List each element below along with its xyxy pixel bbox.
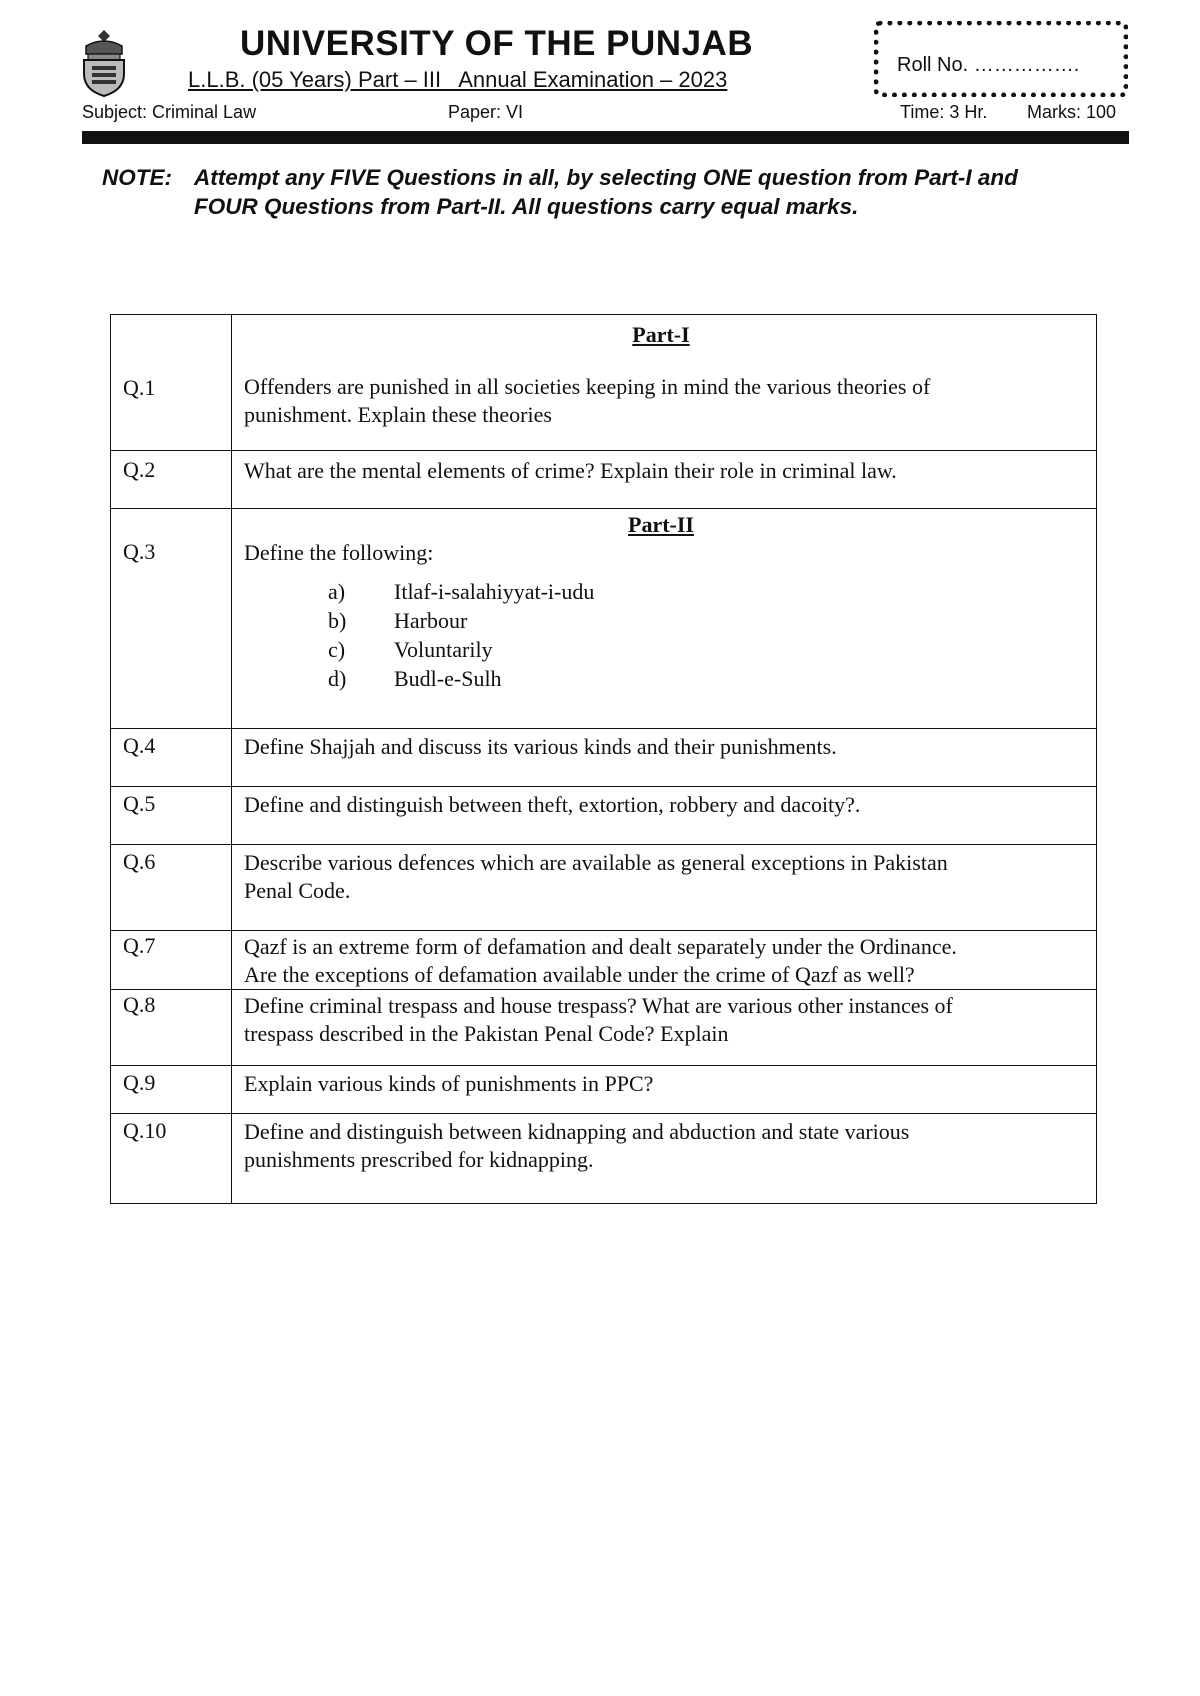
sub-item-text: Harbour [394, 608, 468, 633]
question-number: Q.10 [123, 1118, 167, 1143]
header-rule [82, 131, 1129, 144]
question-number-cell [111, 845, 232, 931]
paper-label: Paper: VI [448, 102, 524, 122]
question-number: Q.9 [123, 1070, 156, 1095]
question-number: Q.5 [123, 791, 156, 816]
roll-number-label: Roll No. ……………. [897, 54, 1080, 76]
question-text-line: punishments prescribed for kidnapping. [244, 1147, 594, 1172]
question-number-cell [111, 509, 232, 729]
question-text-cell [232, 1066, 1097, 1114]
sub-items-list [328, 577, 1078, 693]
university-name: UNIVERSITY OF THE PUNJAB [240, 24, 754, 63]
question-text-line: Define and distinguish between kidnapping and abduction and state various [244, 1119, 910, 1144]
question-text-cell [232, 729, 1097, 787]
sub-item-text: Itlaf-i-salahiyyat-i-udu [394, 579, 595, 604]
question-text-cell [232, 990, 1097, 1066]
question-text-cell [232, 315, 1097, 451]
sub-item-letter: b) [328, 608, 347, 633]
sub-item-letter: d) [328, 666, 347, 691]
table-row-q7 [111, 931, 1097, 990]
sub-item-letter: a) [328, 579, 346, 604]
sub-item-text: Voluntarily [394, 637, 493, 662]
note-line-1: Attempt any FIVE Questions in all, by selecting ONE question from Part-I and [194, 165, 1018, 190]
question-number: Q.1 [123, 375, 156, 400]
question-text-cell [232, 931, 1097, 990]
question-text-line: Define criminal trespass and house trespass? What are various other instances of [244, 993, 953, 1018]
question-number-cell [111, 315, 232, 451]
question-text-line: Describe various defences which are available as general exceptions in Pakistan [244, 850, 948, 875]
sub-item-text: Budl-e-Sulh [394, 666, 502, 691]
question-number: Q.4 [123, 733, 156, 758]
subject-label: Subject: Criminal Law [82, 102, 257, 122]
question-text-cell [232, 787, 1097, 845]
question-number: Q.7 [123, 933, 156, 958]
question-number-cell [111, 787, 232, 845]
table-row-q8 [111, 990, 1097, 1066]
question-text-cell [232, 451, 1097, 509]
table-row-q9 [111, 1066, 1097, 1114]
question-number-cell [111, 931, 232, 990]
question-text-line: Are the exceptions of defamation available under the crime of Qazf as well? [244, 962, 915, 987]
table-row-q3 [111, 509, 1097, 729]
sub-item [328, 606, 1078, 635]
question-text-line: punishment. Explain these theories [244, 402, 552, 427]
question-number: Q.6 [123, 849, 156, 874]
question-text-line: Define and distinguish between theft, extortion, robbery and dacoity?. [244, 792, 861, 817]
question-text-line: Penal Code. [244, 878, 351, 903]
question-number-cell [111, 1114, 232, 1204]
question-text-line: What are the mental elements of crime? Explain their role in criminal law. [244, 458, 897, 483]
sub-item [328, 577, 1078, 606]
question-text-line: Define Shajjah and discuss its various kinds and their punishments. [244, 734, 837, 759]
university-crest-logo [76, 28, 132, 98]
question-number: Q.8 [123, 992, 156, 1017]
sub-item [328, 635, 1078, 664]
table-row-q1 [111, 315, 1097, 451]
roll-number-box [874, 21, 1128, 97]
question-text-line: Explain various kinds of punishments in PPC? [244, 1071, 654, 1096]
question-text-line: trespass described in the Pakistan Penal Code? Explain [244, 1021, 729, 1046]
question-text-cell [232, 845, 1097, 931]
questions-table [110, 314, 1097, 1204]
question-text-cell [232, 1114, 1097, 1204]
exam-title: L.L.B. (05 Years) Part – III Annual Examination – 2023 [188, 67, 728, 92]
question-number-cell [111, 1066, 232, 1114]
marks-label: Marks: 100 [1027, 102, 1117, 122]
question-number-cell [111, 990, 232, 1066]
table-row-q2 [111, 451, 1097, 509]
sub-item [328, 664, 1078, 693]
question-number-cell [111, 451, 232, 509]
question-text-line: Offenders are punished in all societies keeping in mind the various theories of [244, 374, 931, 399]
question-text-line: Define the following: [244, 540, 434, 565]
table-row-q6 [111, 845, 1097, 931]
part-1-heading: Part-I [632, 322, 690, 347]
table-row-q5 [111, 787, 1097, 845]
question-text-line: Qazf is an extreme form of defamation and dealt separately under the Ordinance. [244, 934, 957, 959]
question-number: Q.3 [123, 539, 156, 564]
time-label: Time: 3 Hr. [900, 102, 988, 122]
part-2-heading: Part-II [628, 512, 694, 537]
sub-item-letter: c) [328, 637, 346, 662]
question-number-cell [111, 729, 232, 787]
note-label: NOTE: [102, 165, 172, 190]
question-text-cell [232, 509, 1097, 729]
question-number: Q.2 [123, 457, 156, 482]
table-row-q10 [111, 1114, 1097, 1204]
note-line-2: FOUR Questions from Part-II. All questions carry equal marks. [194, 194, 859, 219]
table-row-q4 [111, 729, 1097, 787]
